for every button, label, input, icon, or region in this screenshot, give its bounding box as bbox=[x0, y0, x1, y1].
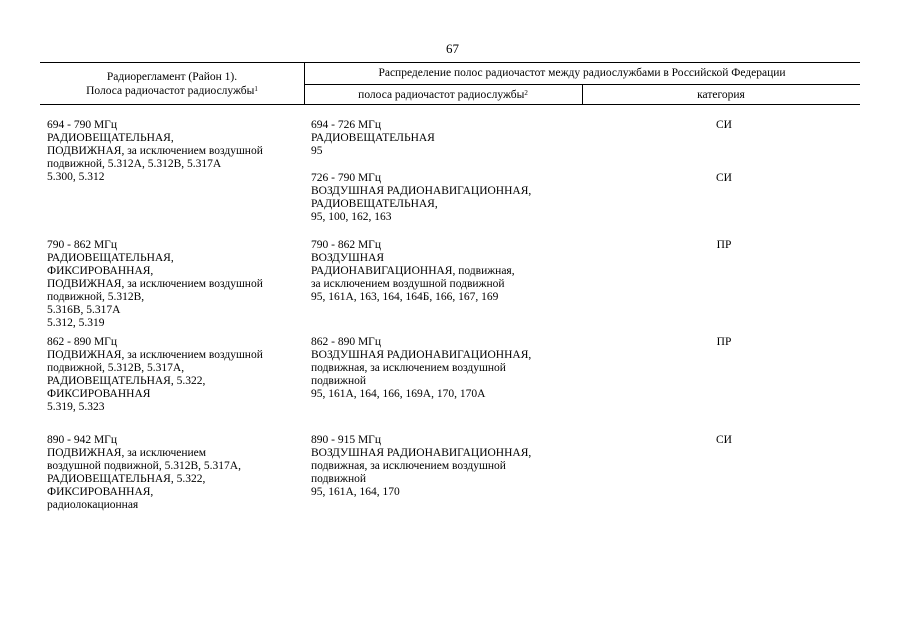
category-label: СИ bbox=[716, 434, 732, 446]
left-block-line: радиолокационная bbox=[47, 499, 139, 511]
right-block bbox=[311, 336, 531, 401]
left-block-line: 5.312, 5.319 bbox=[47, 317, 105, 329]
left-block bbox=[47, 119, 263, 184]
left-block bbox=[47, 239, 263, 330]
right-block-line: ВОЗДУШНАЯ РАДИОНАВИГАЦИОННАЯ, bbox=[311, 349, 532, 361]
left-block-line: РАДИОВЕЩАТЕЛЬНАЯ, bbox=[47, 252, 174, 264]
right-block-line: ВОЗДУШНАЯ bbox=[311, 252, 385, 264]
left-block-line: РАДИОВЕЩАТЕЛЬНАЯ, 5.322, bbox=[47, 375, 206, 387]
category-label: ПР bbox=[716, 336, 732, 348]
header-col2: полоса радиочастот радиослужбы$^2$ bbox=[358, 89, 528, 101]
left-block-line: 5.316B, 5.317A bbox=[47, 304, 121, 316]
left-block-line: воздушной подвижной, 5.312B, 5.317A, bbox=[47, 460, 241, 472]
left-block-line: ФИКСИРОВАННАЯ, bbox=[47, 265, 154, 277]
right-block-line: подвижной bbox=[311, 473, 367, 485]
left-block-line: ПОДВИЖНАЯ, за исключением воздушной bbox=[47, 349, 263, 361]
right-block-line: 95, 161A, 163, 164, 164Б, 166, 167, 169 bbox=[311, 291, 499, 303]
left-block-line: ФИКСИРОВАННАЯ, bbox=[47, 486, 154, 498]
left-block-line: ПОДВИЖНАЯ, за исключением bbox=[47, 447, 207, 459]
header-group-title: Распределение полос радиочастот между радиослужбами в Российской Федерации bbox=[378, 67, 786, 79]
header-col1-line1: Радиорегламент (Район 1). bbox=[106, 71, 238, 83]
right-block-line: 694 - 726 МГц bbox=[311, 119, 381, 131]
right-block bbox=[311, 434, 531, 499]
right-block-line: РАДИОНАВИГАЦИОННАЯ, подвижная, bbox=[311, 265, 515, 277]
right-block-line: 726 - 790 МГц bbox=[311, 172, 381, 184]
right-block bbox=[311, 239, 515, 304]
right-block-line: 790 - 862 МГц bbox=[311, 239, 381, 251]
right-block-line: 95, 161A, 164, 170 bbox=[311, 486, 400, 498]
header-col3: категория bbox=[697, 89, 745, 101]
left-block-line: 890 - 942 МГц bbox=[47, 434, 117, 446]
left-block-line: ПОДВИЖНАЯ, за исключением воздушной bbox=[47, 278, 263, 290]
header-col1 bbox=[40, 70, 304, 98]
left-block bbox=[47, 434, 241, 512]
table-top-rule bbox=[40, 62, 860, 63]
right-block-line: ВОЗДУШНАЯ РАДИОНАВИГАЦИОННАЯ, bbox=[311, 185, 532, 197]
left-block-line: ПОДВИЖНАЯ, за исключением воздушной bbox=[47, 145, 263, 157]
left-block-line: подвижной, 5.312B, 5.317A, bbox=[47, 362, 185, 374]
right-block-line: 95 bbox=[311, 145, 323, 157]
right-block-line: 862 - 890 МГц bbox=[311, 336, 381, 348]
right-block-line: 95, 161A, 164, 166, 169A, 170, 170A bbox=[311, 388, 486, 400]
header-bottom-rule bbox=[40, 104, 860, 105]
right-block bbox=[311, 119, 435, 158]
left-block-line: 790 - 862 МГц bbox=[47, 239, 117, 251]
left-block-line: подвижной, 5.312B, bbox=[47, 291, 145, 303]
right-block-line: подвижная, за исключением воздушной bbox=[311, 460, 506, 472]
left-block-line: 694 - 790 МГц bbox=[47, 119, 117, 131]
left-block-line: 5.319, 5.323 bbox=[47, 401, 105, 413]
header-col1-line2: Полоса радиочастот радиослужбы$^1$ bbox=[86, 85, 258, 97]
left-block-line: РАДИОВЕЩАТЕЛЬНАЯ, bbox=[47, 132, 174, 144]
left-block bbox=[47, 336, 263, 414]
category-label: ПР bbox=[716, 239, 732, 251]
left-block-line: 5.300, 5.312 bbox=[47, 171, 105, 183]
left-block-line: подвижной, 5.312A, 5.312B, 5.317A bbox=[47, 158, 222, 170]
left-block-line: 862 - 890 МГц bbox=[47, 336, 117, 348]
right-block-line: РАДИОВЕЩАТЕЛЬНАЯ, bbox=[311, 198, 438, 210]
page-number: 67 bbox=[446, 41, 459, 56]
right-block bbox=[311, 172, 531, 224]
category-label: СИ bbox=[716, 172, 732, 184]
right-block-line: ВОЗДУШНАЯ РАДИОНАВИГАЦИОННАЯ, bbox=[311, 447, 532, 459]
right-block-line: РАДИОВЕЩАТЕЛЬНАЯ bbox=[311, 132, 435, 144]
right-block-line: подвижная, за исключением воздушной bbox=[311, 362, 506, 374]
left-block-line: РАДИОВЕЩАТЕЛЬНАЯ, 5.322, bbox=[47, 473, 206, 485]
right-block-line: подвижной bbox=[311, 375, 367, 387]
left-block-line: ФИКСИРОВАННАЯ bbox=[47, 388, 151, 400]
right-block-line: за исключением воздушной подвижной bbox=[311, 278, 505, 290]
category-label: СИ bbox=[716, 119, 732, 131]
right-block-line: 95, 100, 162, 163 bbox=[311, 211, 392, 223]
right-block-line: 890 - 915 МГц bbox=[311, 434, 381, 446]
